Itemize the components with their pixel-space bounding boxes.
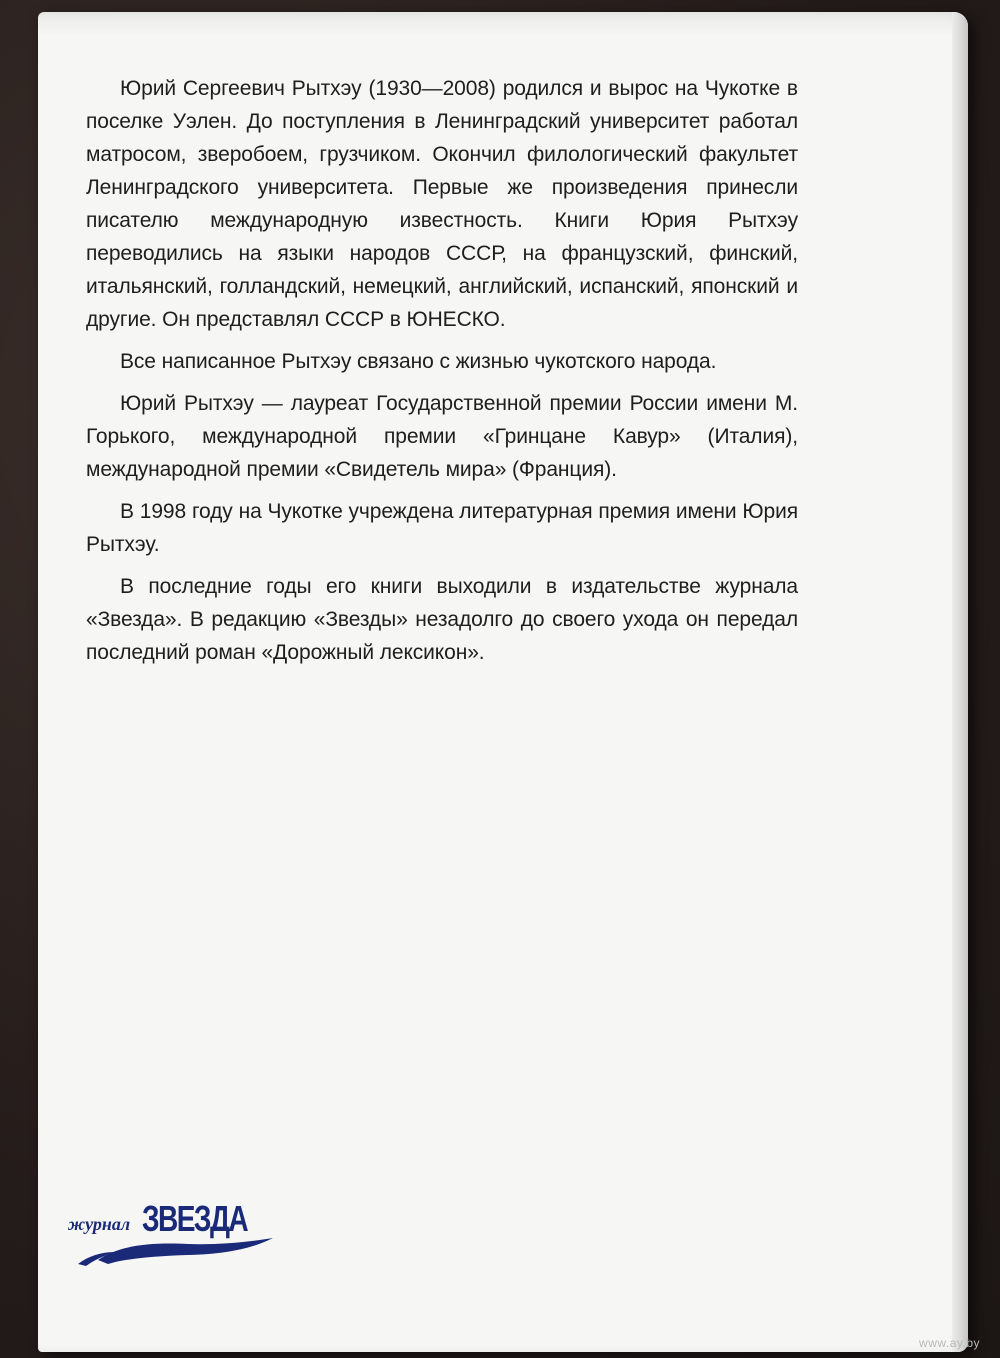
cover-shading <box>38 12 968 36</box>
paragraph-prize: В 1998 году на Чукотке учреждена литературная премия имени Юрия Рытхэу. <box>86 500 798 556</box>
book-back-cover <box>38 12 968 1352</box>
watermark: www.ay.by <box>919 1336 980 1350</box>
paragraph-awards: Юрий Рытхэу — лауреат Государственной премии России имени М. Горького, международной премии «Гринцане Кавур» (Италия), международной премии «Свидетель мира» (Франция). <box>86 392 798 481</box>
logo-title: ЗВЕЗДА <box>142 1198 248 1239</box>
wave-icon <box>68 1238 278 1266</box>
annotation-text <box>86 72 798 678</box>
logo-journal-word: журнал <box>68 1214 131 1234</box>
paragraph-theme: Все написанное Рытхэу связано с жизнью чукотского народа. <box>120 350 717 373</box>
paragraph-biography: Юрий Сергеевич Рытхэу (1930—2008) родился и вырос на Чукотке в поселке Уэлен. До поступления в Ленинградский университет работал матросом, зверобоем, грузчиком. Окончил филологический факультет Ленинградского университета. Первые же произведения принесли писателю международную известность. Книги Юрия Рытхэу переводились на языки народов СССР, на французский, финский, итальянский, голландский, немецкий, английский, испанский, японский и другие. Он представлял СССР в ЮНЕСКО. <box>86 77 798 331</box>
publisher-logo <box>68 1200 288 1280</box>
paragraph-last-novel: В последние годы его книги выходили в издательстве журнала «Звезда». В редакцию «Звезды» незадолго до своего ухода он передал последний роман «Дорожный лексикон». <box>86 575 798 664</box>
spine-edge <box>952 12 968 1352</box>
